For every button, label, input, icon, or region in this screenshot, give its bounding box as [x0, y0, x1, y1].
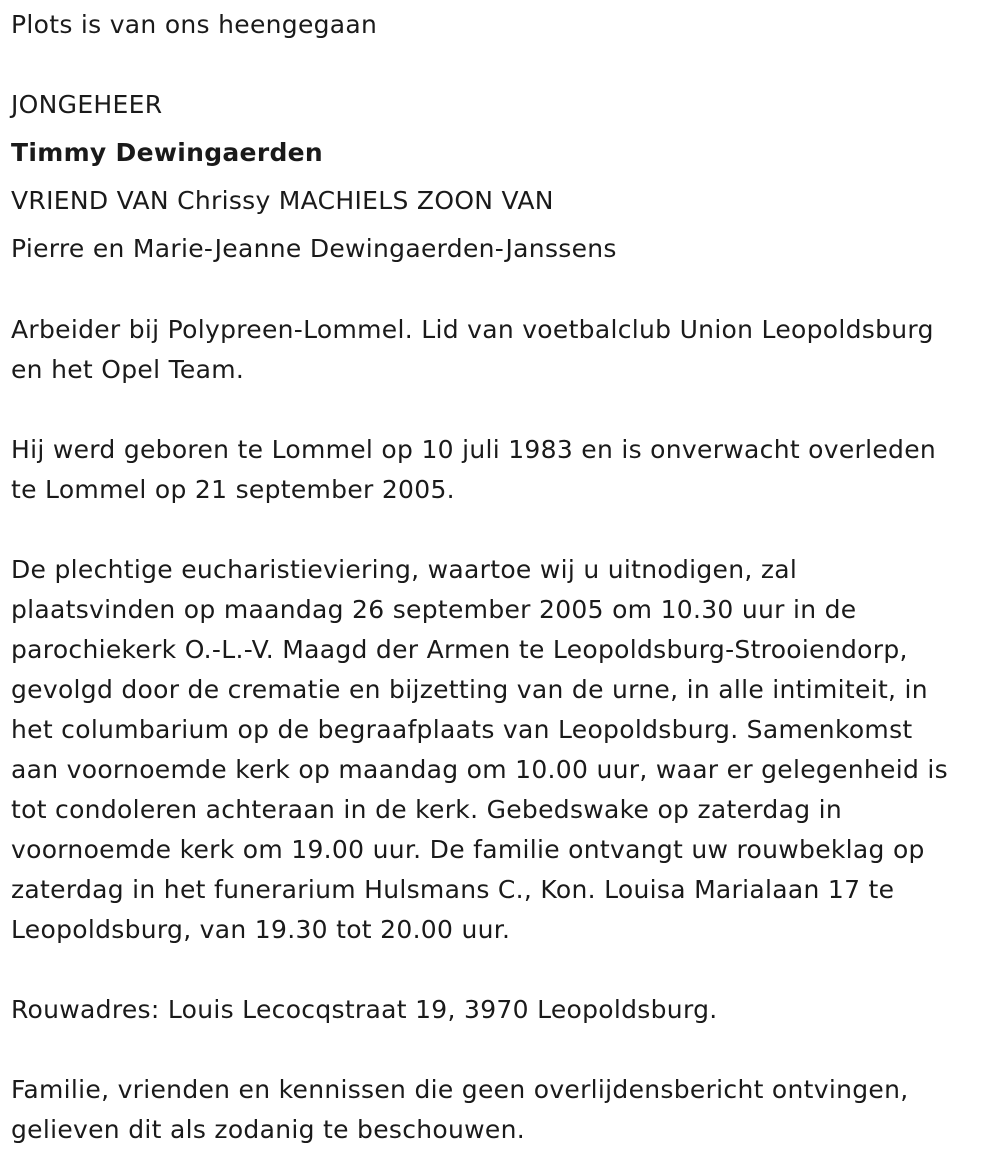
- paragraph-line: plaatsvinden op maandag 26 september 2005 om 10.30 uur in de: [11, 595, 857, 624]
- relation-text: VRIEND VAN Chrissy MACHIELS ZOON VAN: [11, 186, 554, 215]
- paragraph-line: De plechtige eucharistieviering, waartoe wij u uitnodigen, zal: [11, 555, 798, 584]
- paragraph-line: Familie, vrienden en kennissen die geen overlijdensbericht ontvingen,: [11, 1075, 909, 1104]
- paragraph-line: parochiekerk O.-L.-V. Maagd der Armen te Leopoldsburg-Strooiendorp,: [11, 635, 908, 664]
- paragraph-line: tot condoleren achteraan in de kerk. Gebedswake op zaterdag in: [11, 795, 843, 824]
- paragraph-line: aan voornoemde kerk op maandag om 10.00 uur, waar er gelegenheid is: [11, 755, 948, 784]
- ceremony-paragraph: [11, 550, 991, 950]
- paragraph-line: voornoemde kerk om 19.00 uur. De familie ontvangt uw rouwbeklag op: [11, 835, 925, 864]
- paragraph-line: Arbeider bij Polypreen-Lommel. Lid van voetbalclub Union Leopoldsburg: [11, 315, 934, 344]
- work-paragraph: [11, 310, 991, 390]
- paragraph-line: Rouwadres: Louis Lecocqstraat 19, 3970 Leopoldsburg.: [11, 995, 718, 1024]
- paragraph-line: en het Opel Team.: [11, 355, 245, 384]
- paragraph-line: gevolgd door de crematie en bijzetting van de urne, in alle intimiteit, in: [11, 675, 928, 704]
- intro-text: Plots is van ons heengegaan: [11, 10, 378, 39]
- paragraph-line: te Lommel op 21 september 2005.: [11, 475, 455, 504]
- birth-paragraph: [11, 430, 991, 510]
- address-paragraph: [11, 990, 991, 1030]
- paragraph-line: het columbarium op de begraafplaats van Leopoldsburg. Samenkomst: [11, 715, 913, 744]
- paragraph-line: Hij werd geboren te Lommel op 10 juli 1983 en is onverwacht overleden: [11, 435, 937, 464]
- deceased-name: Timmy Dewingaerden: [11, 138, 323, 167]
- notice-paragraph: [11, 1070, 991, 1150]
- title-text: JONGEHEER: [11, 90, 163, 119]
- paragraph-line: gelieven dit als zodanig te beschouwen.: [11, 1115, 525, 1144]
- parents-text: Pierre en Marie-Jeanne Dewingaerden-Janssens: [11, 234, 617, 263]
- paragraph-line: zaterdag in het funerarium Hulsmans C., Kon. Louisa Marialaan 17 te: [11, 875, 895, 904]
- paragraph-line: Leopoldsburg, van 19.30 tot 20.00 uur.: [11, 915, 511, 944]
